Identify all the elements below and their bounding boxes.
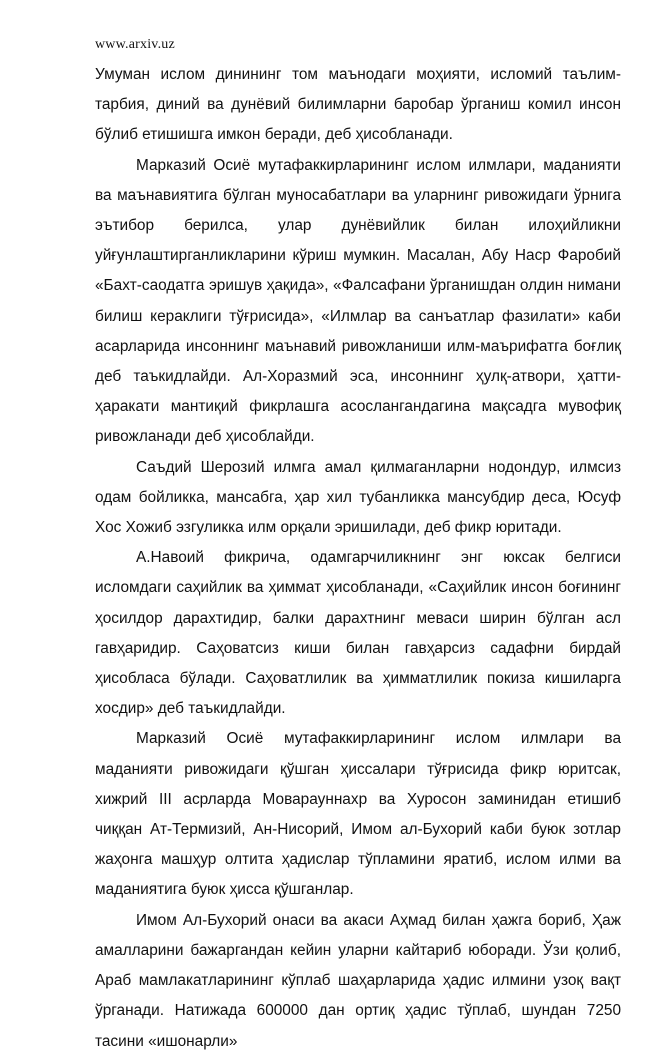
- paragraph: Марказий Осиё мутафаккирларининг ислом илмлари, маданияти ва маънавиятига бўлган муносабатлари ва уларнинг ривожидаги ўрнига эътибор берилса, улар дунёвийлик билан илоҳийликни уйғунлаштирганликларини кўриш мумкин. Масалан, Абу Наср Фаробий «Бахт-саодатга эришув ҳақида», «Фалсафани ўрганишдан олдин нимани билиш кераклиги тўғрисида», «Илмлар ва санъатлар фазилати» каби асарларида инсоннинг маънавий ривожланиши илм-маърифатга боғлиқ деб таъкидлайди. Ал-Хоразмий эса, инсоннинг ҳулқ-атвори, ҳатти-ҳаракати мантиқий фикрлашга асослангандагина мақсадга мувофиқ ривожланади деб ҳисоблайди.: [95, 156, 621, 446]
- paragraph: Имом Ал-Бухорий онаси ва акаси Аҳмад билан ҳажга бориб, Ҳаж амалларини бажаргандан кейин уларни кайтариб юборади. Ўзи қолиб, Араб мамлакатларининг кўплаб шаҳарларида ҳадис илмини узоқ вақт ўрганади. Натижада 600000 дан ортиқ ҳадис тўплаб, шундан 7250 тасини «ишонарли»: [95, 911, 621, 1050]
- paragraph: А.Навоий фикрича, одамгарчиликнинг энг юксак белгиси исломдаги саҳийлик ва ҳиммат ҳисобланади, «Саҳийлик инсон боғининг ҳосилдор дарахтидир, балки дарахтнинг меваси ширин бўлган асл гавҳаридир. Саҳоватсиз киши билан гавҳарсиз садафни бирдай ҳисобласа бўлади. Саҳоватлилик ва ҳимматлилик покиза кишиларга хосдир» деб таъкидлайди.: [95, 549, 621, 718]
- paragraph: Саъдий Шерозий илмга амал қилмаганларни нодондур, илмсиз одам бойликка, мансабга, ҳар хил тубанликка мансубдир деса, Юсуф Хос Хожиб эзгуликка илм орқали эришилади, деб фикр юритади.: [95, 458, 621, 537]
- document-body: [95, 60, 621, 1057]
- source-header: www.arxiv.uz: [95, 37, 175, 52]
- paragraph: Умуман ислом динининг том маънодаги моҳияти, исломий таълим-тарбия, диний ва дунёвий билимларни баробар ўрганиш комил инсон бўлиб етишишга имкон беради, деб ҳисобланади.: [95, 66, 621, 144]
- paragraph: Марказий Осиё мутафаккирларининг ислом илмлари ва маданияти ривожидаги қўшган ҳиссалари тўғрисида фикр юритсак, хижрий III асрларда Моварауннахр ва Хуросон заминидан етишиб чиққан Ат-Термизий, Ан-Нисорий, Имом ал-Бухорий каби буюк зотлар жаҳонга машҳур олтита ҳадислар тўпламини яратиб, ислом илми ва маданиятига буюк ҳисса қўшганлар.: [95, 730, 621, 899]
